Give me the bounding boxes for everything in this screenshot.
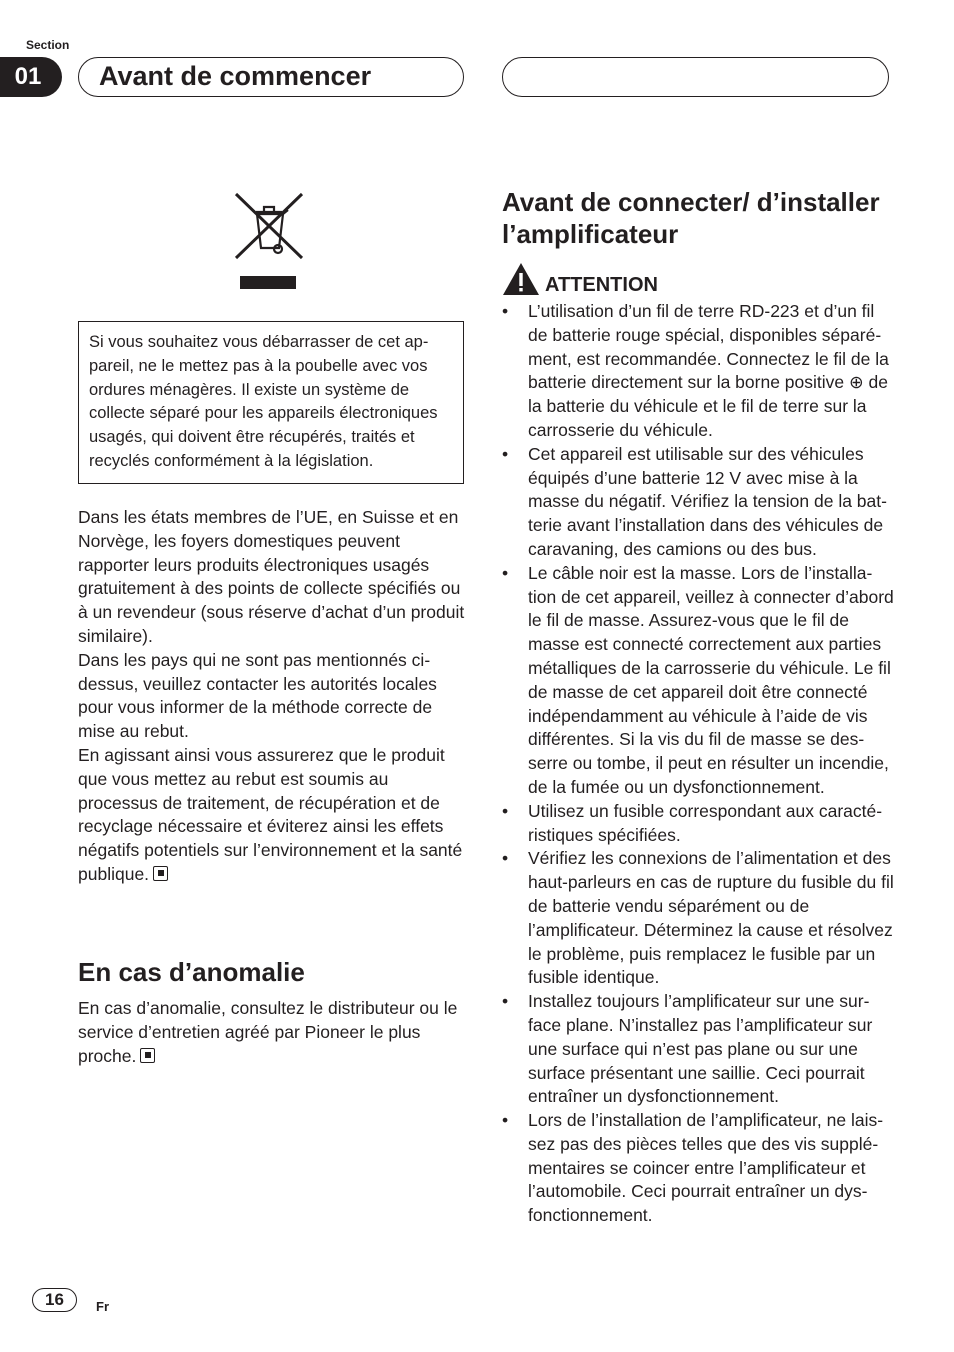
disposal-notice-text: Si vous souhaitez vous débarrasser de cet appareil, ne le mettez pas à la poubelle avec vos ordures ménagères. Il existe un système de collecte séparé pour les appareils électroniques usagés, qui doivent être récupérés, traités et recyclés conformément à la législation. [89,333,438,470]
section-number-badge: 01 [0,57,62,97]
end-of-section-icon [140,1048,155,1063]
attention-label: ATTENTION [545,274,658,296]
list-item: • L’utilisation d’un fil de terre RD-223 et d’un fil de batterie rouge spécial, disponibles séparément, est recommandée. Connectez le fil de la batterie directement sur la borne positive ⊕ de la batterie du véhicule et le fil de terre sur la carrosserie du véhicule. [502,300,894,443]
disposal-notice-box [78,321,464,484]
language-code: Fr [96,1299,109,1314]
list-item: • Lors de l’installation de l’amplificateur, ne laissez pas des pièces telles que des vis supplémentaires se coincer entre l’amplificateur et l’automobile. Ceci pourrait entraîner un dysfonctionnement. [502,1109,894,1228]
page-number: 16 [32,1288,77,1312]
crossed-out-wheelie-bin-icon [234,190,304,290]
page-title: Avant de commencer [78,57,464,97]
section-label: Section [26,38,70,52]
disposal-paragraph-3-wrapper [78,744,466,887]
install-heading: Avant de connecter/ d’installer l’amplificateur [502,187,880,249]
list-item: • Cet appareil est utilisable sur des véhicules équipés d’une batterie 12 V avec mise à la masse du négatif. Vérifiez la tension de la batterie avant l’installation dans des véhicules de caravaning, des camions ou des bus. [502,443,894,562]
list-item: • Installez toujours l’amplificateur sur une surface plane. N’installez pas l’amplificateur sur une surface qui n’est pas plane ou sur une surface présentant une saillie. Ceci pourrait entraîner un dysfonctionnement. [502,990,894,1109]
list-item: • Utilisez un fusible correspondant aux caractéristiques spécifiées. [502,800,894,848]
disposal-paragraph-1: Dans les états membres de l’UE, en Suisse et en Norvège, les foyers domestiques peuvent rapporter leurs produits électroniques usagés gratuitement à des points de collecte spécifiés ou à un revendeur (sous réserve d’achat d’un produit similaire). [78,507,465,646]
header-empty-tab [502,57,889,97]
anomaly-body [78,997,466,1068]
anomaly-text: En cas d’anomalie, consultez le distributeur ou le service d’entretien agréé par Pioneer le plus proche. [78,998,458,1066]
disposal-body [78,506,466,887]
list-item: • Vérifiez les connexions de l’alimentation et des haut-parleurs en cas de rupture du fusible du fil de batterie vendu séparément ou de l’amplificateur. Déterminez la cause et résolvez le problème, puis remplacez le fusible par un fusible identique. [502,847,894,990]
disposal-paragraph-3: En agissant ainsi vous assurerez que le produit que vous mettez au rebut est soumis au processus de traitement, de récupération et de recyclage nécessaire et éviterez ainsi les effets négatifs potentiels sur l’environnement et la santé publique. [78,744,463,884]
warning-triangle-icon [502,262,540,296]
install-bullet-list [502,300,894,1228]
anomaly-heading: En cas d’anomalie [78,957,305,987]
disposal-paragraph-2: Dans les pays qui ne sont pas mentionnés cidessus, veuillez contacter les autorités locales pour vous informer de la méthode correcte de mise au rebut. [78,649,437,742]
list-item: • Le câble noir est la masse. Lors de l’installation de cet appareil, veillez à connecter d’abord le fil de masse. Assurez-vous que le fil de masse est connecté correctement aux parties métalliques de la carrosserie du véhicule. Le fil de masse de cet appareil doit être connecté indépendamment au véhicule à l’aide de vis différentes. Si la vis du fil de masse se desserre ou tombe, il peut en résulter un incendie, de la fumée ou un dysfonctionnement. [502,562,894,800]
end-of-section-icon [153,866,168,881]
anomaly-text-wrapper [78,997,466,1068]
